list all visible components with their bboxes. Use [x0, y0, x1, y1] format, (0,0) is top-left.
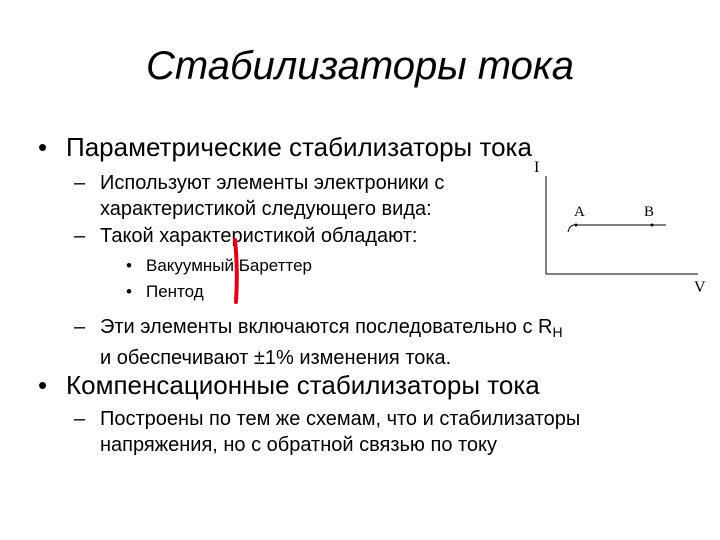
dash-marker: –: [74, 225, 86, 247]
dash-marker: –: [74, 408, 86, 430]
graph-y-label: I: [534, 159, 540, 176]
bullet-compensation-text: Компенсационные стабилизаторы тока: [66, 370, 540, 400]
item-barretter-text: Вакуумный Бареттер: [146, 256, 312, 275]
dash-marker: –: [74, 172, 86, 194]
subbullet-series-sub: Н: [552, 324, 563, 340]
graph-x-label: V: [694, 279, 706, 296]
subbullet-possess: [74, 223, 520, 249]
bullet-parametric: [38, 132, 532, 163]
bullet-parametric-text: Параметрические стабилизаторы тока: [66, 132, 532, 162]
point-b-label: B: [644, 204, 655, 220]
red-stroke: [235, 240, 237, 302]
red-marker-line: [226, 238, 246, 304]
point-a-dot: [575, 224, 578, 227]
subbullet-series-post: и обеспечивают ±1% изменения тока.: [100, 347, 452, 369]
subbullet-elements-text: Используют элементы электроники с характеристикой следующего вида:: [100, 172, 445, 220]
slide-title: Стабилизаторы тока: [145, 44, 575, 88]
point-a-label: A: [574, 204, 585, 220]
item-pentode-text: Пентод: [146, 282, 204, 301]
dash-marker: –: [74, 316, 86, 338]
subbullet-elements: [74, 170, 520, 222]
subbullet-possess-text: Такой характеристикой обладают:: [100, 225, 418, 247]
bullet-dot: •: [38, 370, 48, 400]
bullet-dot: •: [38, 132, 48, 162]
subbullet-built-text: Построены по тем же схемам, что и стабилизаторы напряжения, но с обратной связью по току: [100, 408, 581, 456]
subbullet-series-pre: Эти элементы включаются последовательно с R: [100, 316, 553, 338]
bullet-dot: •: [126, 282, 132, 301]
bullet-dot: •: [126, 256, 132, 275]
bullet-compensation: [38, 370, 540, 401]
point-b-dot: [651, 224, 654, 227]
iv-characteristic-graph: [530, 150, 710, 300]
item-pentode: [126, 282, 204, 302]
subbullet-built: [74, 406, 680, 458]
subbullet-series: [74, 314, 700, 371]
